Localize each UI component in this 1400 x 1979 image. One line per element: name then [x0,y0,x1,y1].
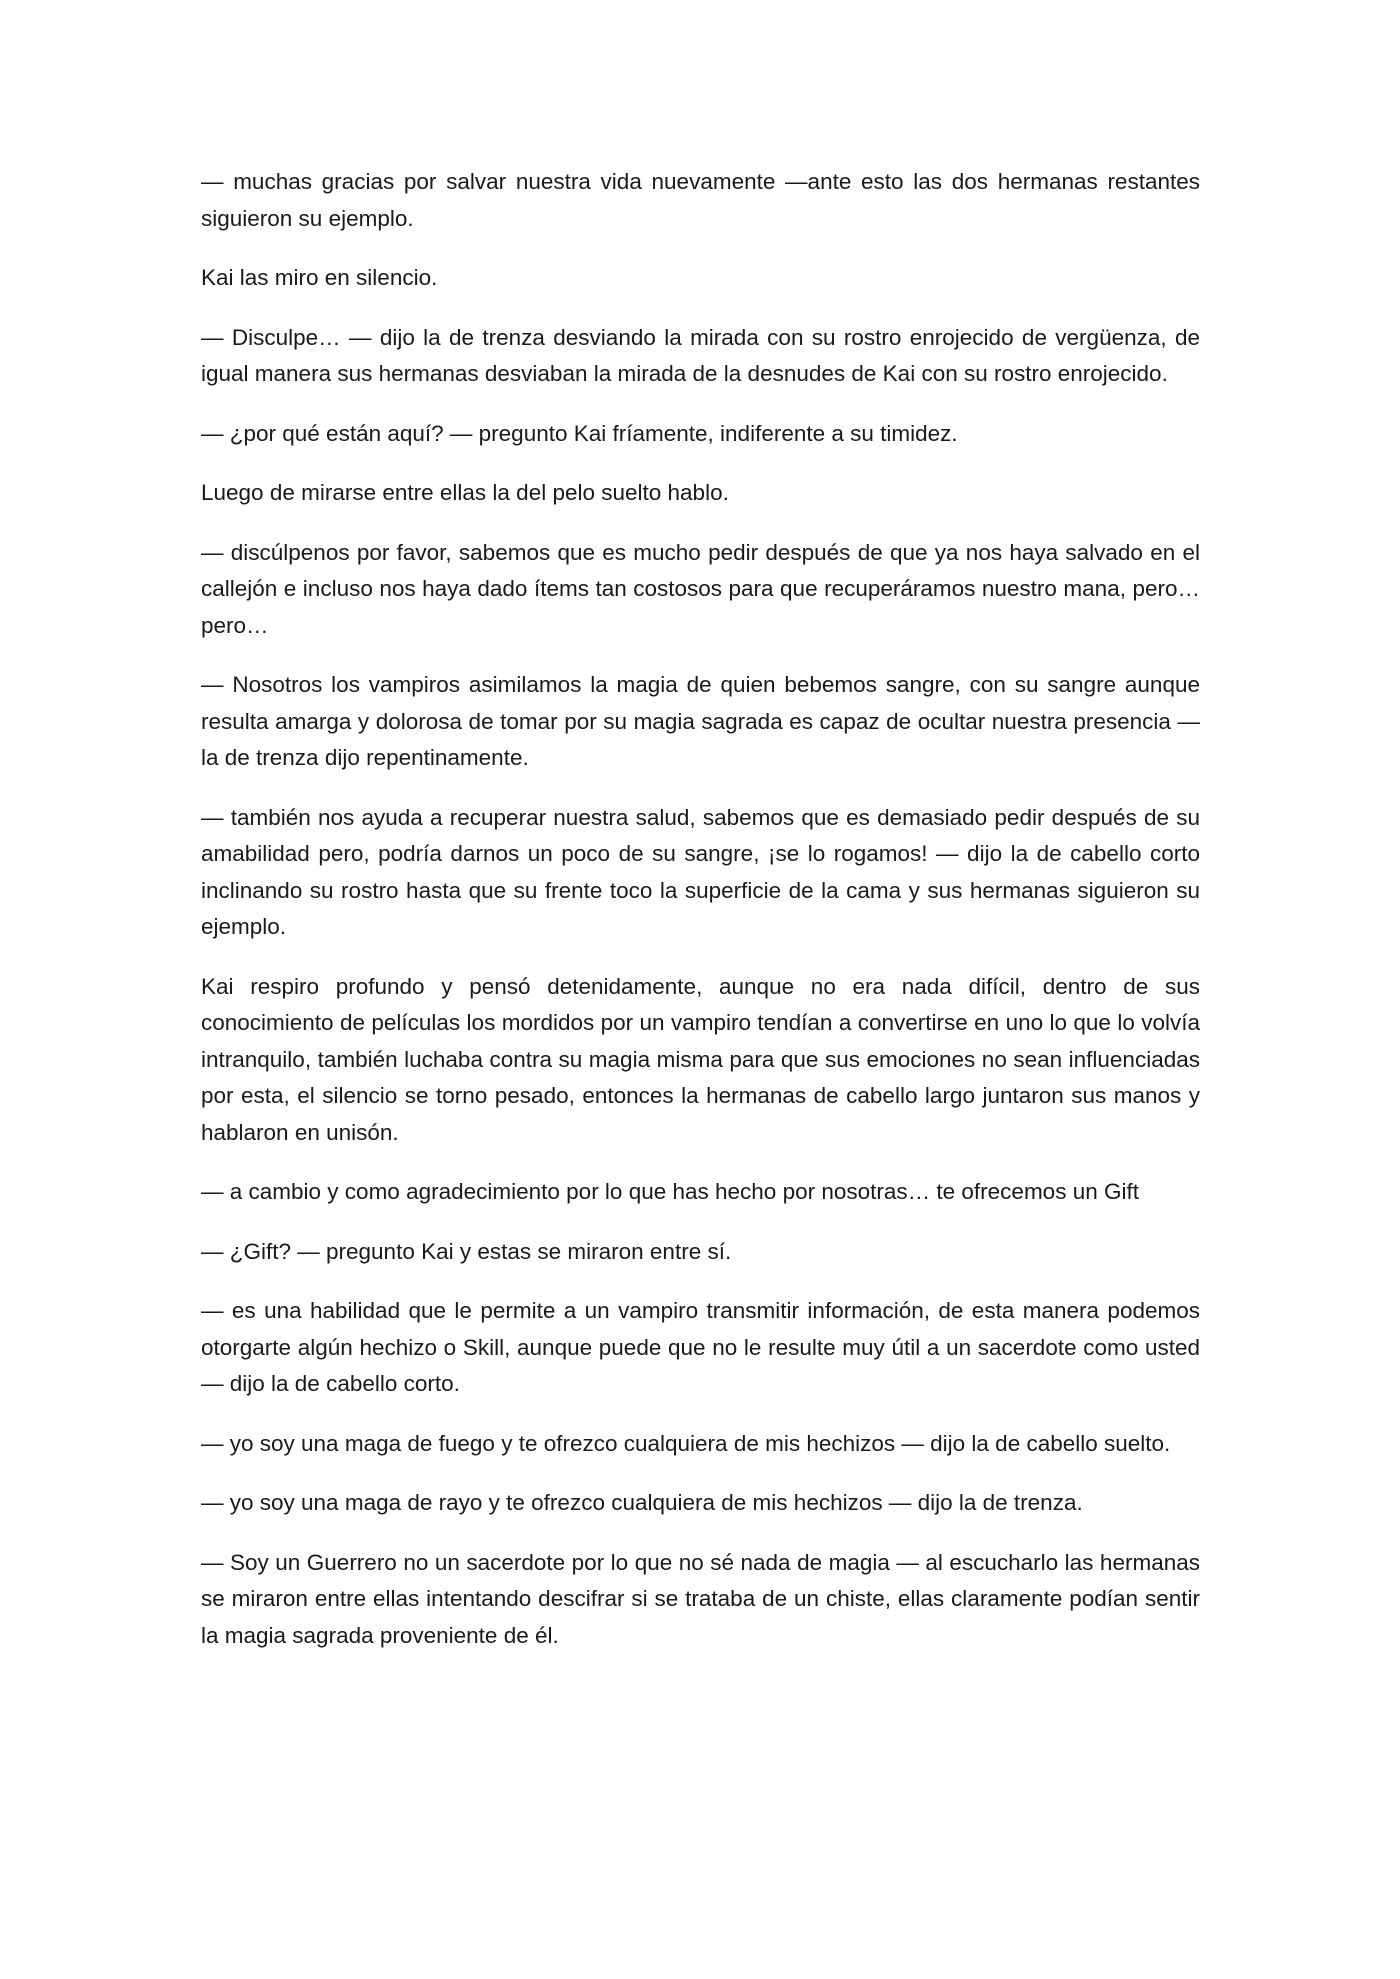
document-body [201,164,1200,1677]
paragraph-12: — es una habilidad que le permite a un vampiro transmitir información, de esta manera podemos otorgarte algún hechizo o Skill, aunque puede que no le resulte muy útil a un sacerdote como usted— dijo la de cabello corto. [201,1298,1200,1396]
paragraph-10: — a cambio y como agradecimiento por lo que has hecho por nosotras… te ofrecemos un Gift [201,1179,1139,1204]
paragraph-15: — Soy un Guerrero no un sacerdote por lo que no sé nada de magia — al escucharlo las hermanas se miraron entre ellas intentando descifrar si se trataba de un chiste, ellas claramente podían sentir la magia sagrada proveniente de él. [201,1549,1200,1648]
paragraph-8: — también nos ayuda a recuperar nuestra salud, sabemos que es demasiado pedir después de su amabilidad pero, podría darnos un poco de su sangre, ¡se lo rogamos! — dijo la de cabello corto inclinando su rostro hasta que su frente toco la superficie de la cama y sus hermanas siguieron su ejemplo. [201,804,1200,939]
paragraph-1: — muchas gracias por salvar nuestra vida nuevamente —ante esto las dos hermanas restantes siguieron su ejemplo. [201,169,1200,231]
paragraph-6: — discúlpenos por favor, sabemos que es mucho pedir después de que ya nos haya salvado en el callejón e incluso nos haya dado ítems tan costosos para que recuperáramos nuestro mana, pero… pero… [201,539,1200,638]
paragraph-5: Luego de mirarse entre ellas la del pelo suelto hablo. [201,480,729,505]
paragraph-9: Kai respiro profundo y pensó detenidamente, aunque no era nada difícil, dentro de sus conocimiento de películas los mordidos por un vampiro tendían a convertirse en uno lo que lo volvía intranquilo, también luchaba contra su magia misma para que sus emociones no sean influenciadas por esta, el silencio se torno pesado, entonces la hermanas de cabello largo juntaron sus manos y hablaron en unisón. [201,973,1200,1145]
paragraph-13: — yo soy una maga de fuego y te ofrezco cualquiera de mis hechizos — dijo la de cabello suelto. [201,1430,1171,1456]
paragraph-7: — Nosotros los vampiros asimilamos la magia de quien bebemos sangre, con su sangre aunque resulta amarga y dolorosa de tomar por su magia sagrada es capaz de ocultar nuestra presencia — la de trenza dijo repentinamente. [201,672,1200,770]
paragraph-4: — ¿por qué están aquí? — pregunto Kai fríamente, indiferente a su timidez. [201,420,958,446]
paragraph-2: Kai las miro en silencio. [201,265,438,290]
paragraph-14: — yo soy una maga de rayo y te ofrezco cualquiera de mis hechizos — dijo la de trenza. [201,1490,1083,1515]
paragraph-3: — Disculpe… — dijo la de trenza desviando la mirada con su rostro enrojecido de vergüenza, de igual manera sus hermanas desviaban la mirada de la desnudes de Kai con su rostro enrojecido. [201,324,1200,386]
paragraph-11: — ¿Gift? — pregunto Kai y estas se miraron entre sí. [201,1238,732,1264]
